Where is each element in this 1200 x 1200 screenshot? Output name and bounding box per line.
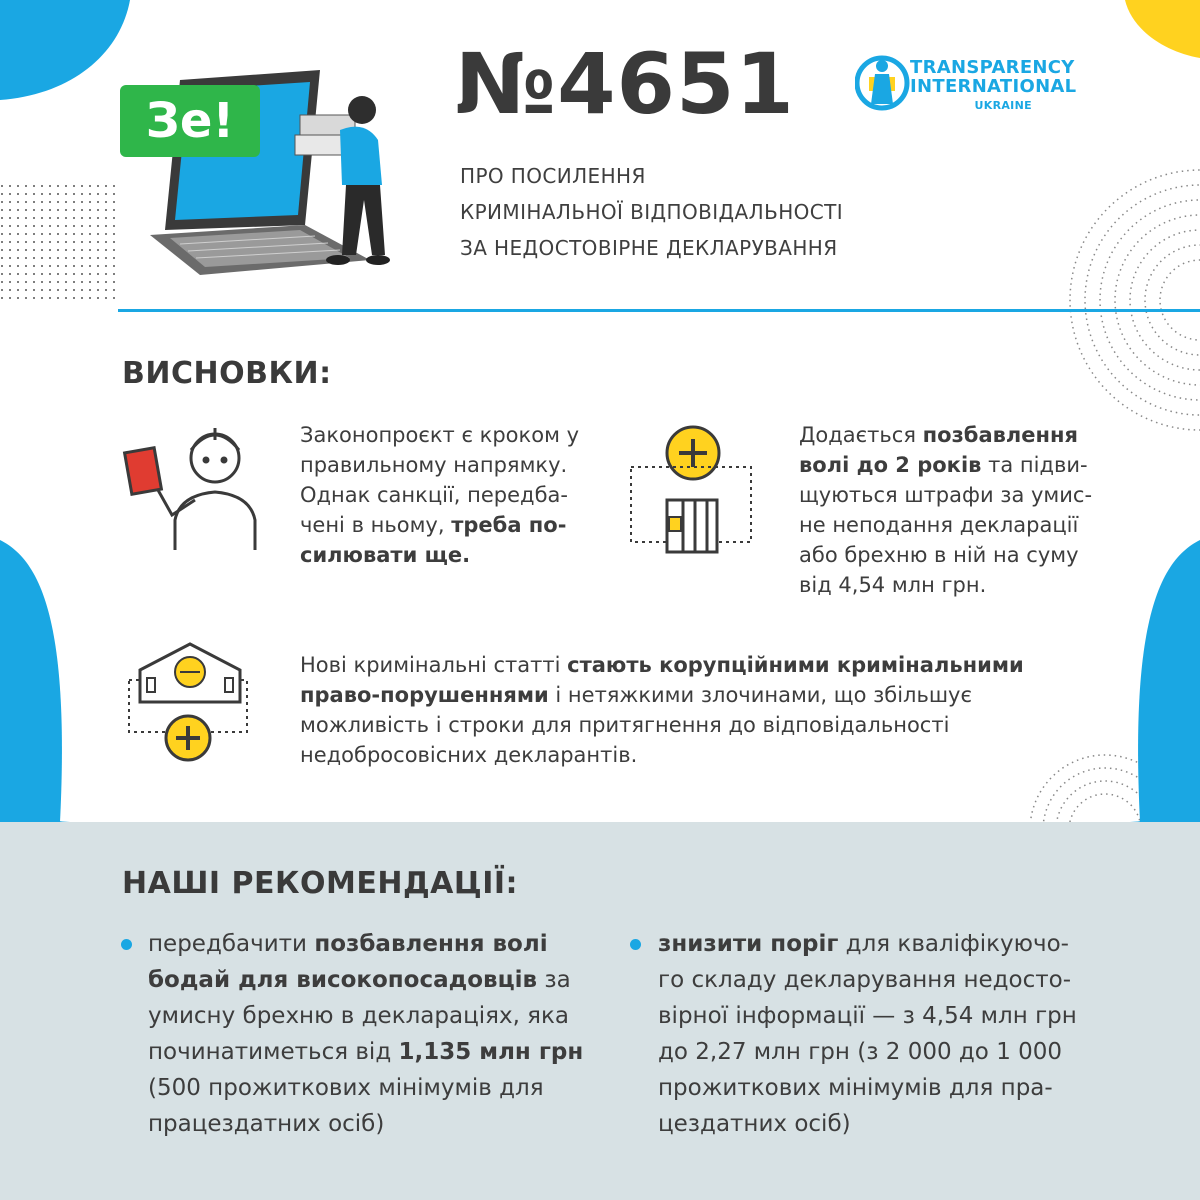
referee-icon [120, 420, 270, 560]
conclusion-3-bold: стають корупційними кримінальними право-порушеннями [300, 653, 1024, 707]
conclusion-3-text-end: і нетяжкими злочинами, що збільшує можливість і строки для притягнення до відповідальності недобросовісних декларантів. [300, 683, 973, 767]
recommendation-2 [658, 926, 1078, 1142]
conclusion-2-text-end: та підви-щуються штрафи за умис-не неподання декларації або брехню в ній на суму від 4,54 млн грн. [799, 453, 1093, 597]
prison-plus-icon [625, 425, 765, 560]
subtitle-line: ЗА НЕДОСТОВІРНЕ ДЕКЛАРУВАННЯ [460, 236, 838, 260]
reco-1-bold: позбавлення волі бодай для високопосадовців [148, 931, 548, 993]
conclusion-text-3 [300, 650, 1100, 770]
subtitle-line: КРИМІНАЛЬНОЇ ВІДПОВІДАЛЬНОСТІ [460, 200, 844, 224]
court-plus-icon [125, 640, 255, 765]
recommendation-1 [148, 926, 588, 1142]
document-number: №4651 [455, 35, 795, 133]
reco-1-text: передбачити [148, 931, 315, 957]
document-subtitle [460, 158, 880, 266]
subtitle-line: ПРО ПОСИЛЕННЯ [460, 164, 646, 188]
conclusion-3-text: Нові кримінальні статті [300, 653, 568, 677]
conclusion-text-1 [300, 420, 600, 570]
conclusion-2-bold: позбавлення волі до 2 років [799, 423, 1079, 477]
conclusion-1-bold: треба по-силювати ще. [300, 513, 567, 567]
ze-badge: Зе! [120, 85, 260, 157]
conclusion-text-2 [799, 420, 1099, 600]
conclusions-heading: ВИСНОВКИ: [122, 356, 332, 391]
bullet-icon [121, 939, 132, 950]
transparency-logo-icon [855, 52, 910, 114]
conclusion-2-text: Додається [799, 423, 923, 447]
bullet-icon [630, 939, 641, 950]
reco-1-text-mid: за умисну брехню в деклараціях, яка починатиметься від [148, 967, 571, 1065]
reco-2-bold: знизити поріг [658, 931, 839, 957]
logo-line1: TRANSPARENCY [910, 57, 1075, 78]
logo-line3: UKRAINE [974, 99, 1032, 112]
section-divider [118, 309, 1200, 312]
reco-2-text: для кваліфікуючо-го складу декларування недосто-вірної інформації — з 4,54 млн грн до 2,27 млн грн (з 2 000 до 1 000 прожиткових мінімумів для пра-цездатних осіб) [658, 931, 1077, 1137]
reco-1-text-end: (500 прожиткових мінімумів для працездатних осіб) [148, 1075, 544, 1137]
reco-1-bold-amount: 1,135 млн грн [398, 1039, 584, 1065]
recommendations-heading: НАШІ РЕКОМЕНДАЦІЇ: [122, 866, 519, 901]
conclusion-1-text: Законопроєкт є кроком у правильному напрямку. Однак санкції, передба-чені в ньому, [300, 423, 580, 537]
transparency-logo [910, 58, 1076, 115]
logo-line2: INTERNATIONAL [910, 76, 1077, 97]
